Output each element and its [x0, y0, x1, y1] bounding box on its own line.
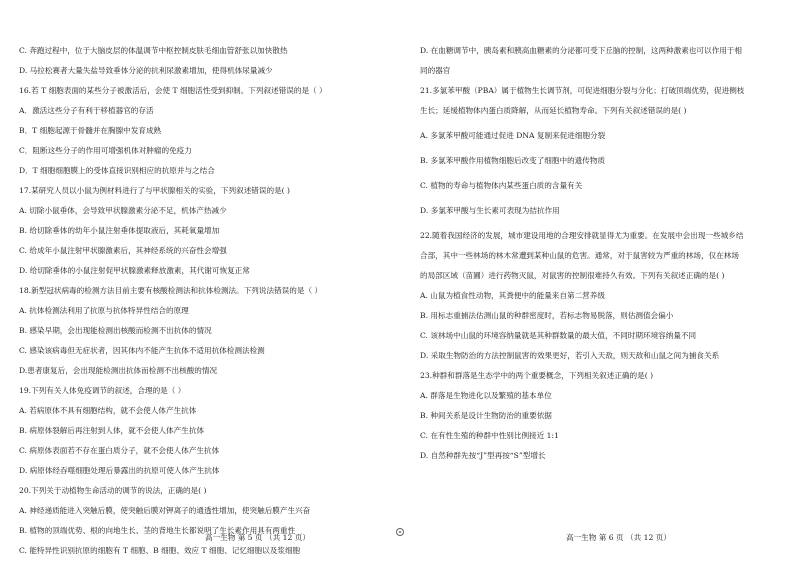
q19-option-d: D. 病原体经吞噬细胞处理后暴露出的抗原可使人体产生抗体: [19, 466, 220, 475]
q22-stem-cont-1: 合部，其中一些林场的林木常遭到某种山鼠的危害。通常，对于鼠害较为严重的林场，仅在林场: [420, 251, 739, 260]
q20-option-c: C. 能特异性识别抗原的细胞有 T 细胞、B 细胞、效应 T 细胞、记忆细胞以及浆细胞: [19, 546, 301, 555]
q21-option-a: A. 多氯苯甲酸可能通过促进 DNA 复制来促进细胞分裂: [420, 131, 606, 140]
q19-option-a: A. 若病原体不具有细胞结构，就不会使人体产生抗体: [19, 406, 197, 415]
q17-option-c: C. 给成年小鼠注射甲状腺激素后，其神经系统的兴奋性会增强: [19, 246, 227, 255]
q15-option-d: D. 马拉松赛者大量失盐导致垂体分泌的抗利尿激素增加，使得机体尿量减少: [19, 66, 273, 75]
q18-stem: 18.新型冠状病毒的检测方法目前主要有核酸检测法和抗体检测法。下列说法错误的是（ ）: [19, 286, 323, 295]
q22-option-b: B. 用标志重捕法估测山鼠的种群密度时，若标志物易脱落，则估测值会偏小: [420, 311, 674, 320]
q16-option-b: B．T 细胞起源于骨髓并在胸腺中发育成熟: [19, 126, 162, 135]
page-footer-right: 高一生物 第 6 页 （共 12 页）: [566, 533, 671, 542]
q19-option-b: B. 病原体裂解后再注射到人体，就不会使人体产生抗体: [19, 426, 205, 435]
q21-option-d: D. 多氯苯甲酸与生长素可表现为拮抗作用: [420, 206, 560, 215]
q17-option-a: A. 切除小鼠垂体，会导致甲状腺激素分泌不足，机体产热减少: [19, 206, 227, 215]
right-column: [420, 0, 788, 461]
q19-option-c: C. 病原体表面若不存在蛋白质分子，就不会使人体产生抗体: [19, 446, 220, 455]
q18-option-d: D.患者康复后，会出现能检测出抗体而检测不出核酸的情况: [19, 366, 218, 375]
q18-option-c: C. 感染该病毒但无症状者，因其体内不能产生抗体不适用抗体检测法检测: [19, 346, 265, 355]
q23-option-b: B. 种间关系是设计生物防治的重要依据: [420, 411, 552, 420]
q20-option-d-cont: 同的器官: [420, 66, 451, 75]
q20-option-a: A. 神经递质能进入突触后膜，使突触后膜对钾离子的通透性增加，使突触后膜产生兴奋: [19, 506, 311, 515]
q23-option-d: D. 自然种群先按“J”型再按“S”型增长: [420, 451, 546, 460]
q17-stem: 17.某研究人员以小鼠为例材料进行了与甲状腺相关的实验，下列叙述错误的是( ): [19, 186, 291, 195]
binding-hole-icon: [396, 528, 404, 536]
q16-option-a: A．激活这些分子有利于移植器官的存活: [19, 106, 154, 115]
q18-option-b: B. 感染早期，会出现能检测出核酸而检测不出抗体的情况: [19, 326, 212, 335]
q17-option-b: B. 给切除垂体的幼年小鼠注射垂体提取液后，其耗氧量增加: [19, 226, 220, 235]
q16-option-d: D．T 细胞细胞膜上的受体直接识别相应的抗原并与之结合: [19, 166, 215, 175]
q21-option-c: C. 植物的寿命与植物体内某些蛋白质的含量有关: [420, 181, 583, 190]
q17-option-d: D. 给切除垂体的小鼠注射促甲状腺激素释放激素，其代谢可恢复正常: [19, 266, 250, 275]
q23-option-a: A. 群落是生物进化以及繁殖的基本单位: [420, 391, 552, 400]
q22-option-d: D. 采取生物防治的方法控制鼠害的效果更好，若引入天敌，则天敌和山鼠之间为捕食关系: [420, 351, 720, 360]
q20-stem: 20.下列关于动植物生命活动的调节的说法，正确的是( ): [19, 486, 207, 495]
q15-option-c: C. 奔跑过程中，位于大脑皮层的体温调节中枢控制皮肤毛细血管舒张以加快散热: [19, 46, 288, 55]
q16-option-c: C．阻断这些分子的作用可增强机体对肿瘤的免疫力: [19, 146, 192, 155]
q22-option-a: A. 山鼠为植食性动物，其粪便中的能量来自第二营养级: [420, 291, 605, 300]
q18-option-a: A. 抗体检测法利用了抗原与抗体特异性结合的原理: [19, 306, 189, 315]
q23-stem: 23.种群和群落是生态学中的两个重要概念，下列相关叙述正确的是( ): [420, 371, 654, 380]
q20-option-d: D. 在血糖调节中，胰岛素和胰高血糖素的分泌都可受下丘脑的控制，这两种激素也可以作用于相: [420, 46, 742, 55]
q21-stem-cont: 生长；延缓植物体内蛋白质降解，从而延长植物寿命。下列有关叙述错误的是( ): [420, 106, 687, 115]
q22-stem: 22.随着我国经济的发展，城市建设用地的合理安排就显得尤为重要。在发展中会出现一些城乡结: [420, 231, 744, 240]
q22-stem-cont-2: 的局部区域（苗圃）进行药物灭鼠，对鼠害的控制很难持久有效。下列有关叙述正确的是( ): [420, 271, 725, 280]
q19-stem: 19.下列有关人体免疫调节的叙述，合理的是（ ）: [19, 386, 186, 395]
q16-stem: 16.若 T 细胞表面的某些分子被激活后，会使 T 细胞活性受到抑制。下列叙述错误的是（ ）: [19, 86, 327, 95]
q21-option-b: B. 多氯苯甲酸作用植物细胞后改变了细胞中的遗传物质: [420, 156, 606, 165]
q21-stem: 21.多氯苯甲酸（PBA）属于植物生长调节剂，可促进细胞分裂与分化；打破顶端优势，促进侧枝: [420, 86, 745, 95]
q23-option-c: C. 在有性生殖的种群中性别比例接近 1:1: [420, 431, 559, 440]
left-column: [19, 0, 387, 556]
page-footer-left: 高一生物 第 5 页 （共 12 页）: [205, 533, 310, 542]
q22-option-c: C. 该林场中山鼠的环境容纳量就是其种群数量的最大值，不同时期环境容纳量不同: [420, 331, 697, 340]
q20-option-b: B. 植物的顶端优势、根的向地生长、茎的背地生长都说明了生长素作用具有两重性: [19, 526, 296, 535]
